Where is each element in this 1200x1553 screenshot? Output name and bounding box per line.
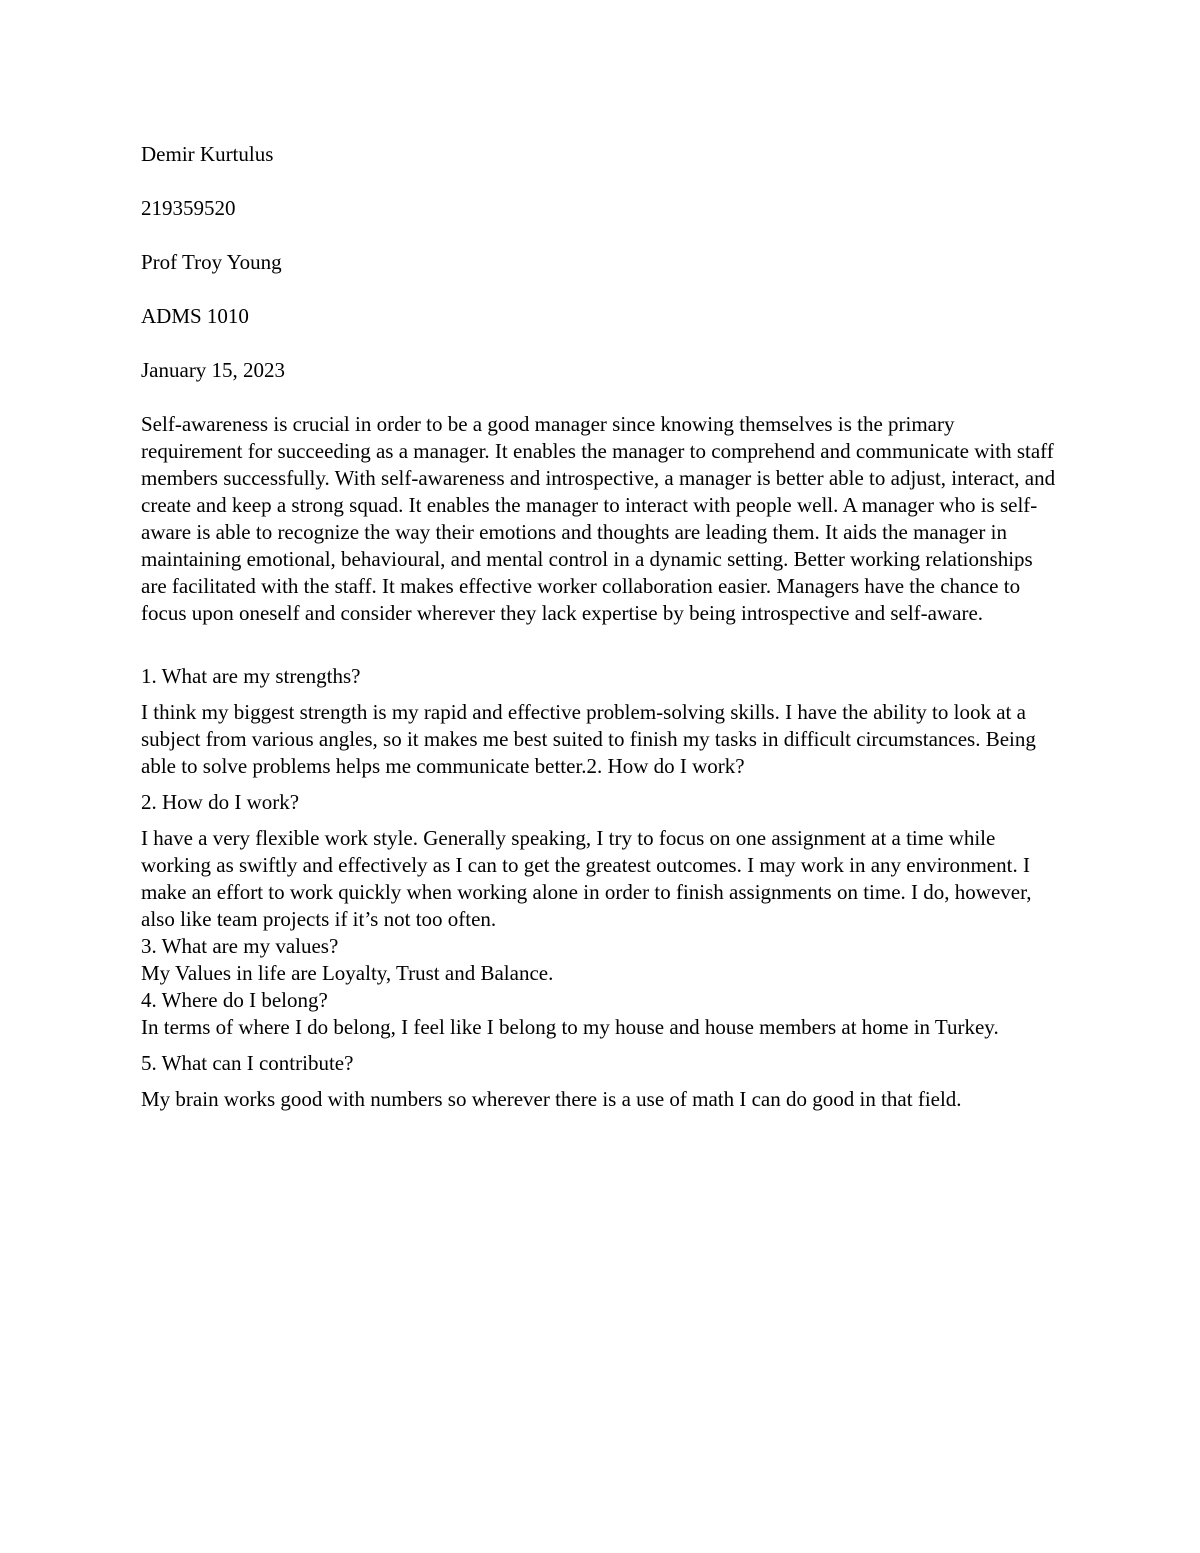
answer-2: I have a very flexible work style. Generally speaking, I try to focus on one assignment at a time while working as swiftly and effectively as I can to get the greatest outcomes. I may work in any environment. I make an effort to work quickly when working alone in order to finish assignments on time. I do, however, also like team projects if it’s not too often. — [141, 826, 1032, 931]
answer-4: In terms of where I do belong, I feel like I belong to my house and house members at home in Turkey. — [141, 1015, 999, 1039]
answer-1: I think my biggest strength is my rapid and effective problem-solving skills. I have the ability to look at a subject from various angles, so it makes me best suited to finish my tasks in difficult circumstances. Being able to solve problems helps me communicate better.2. How do I work? — [141, 700, 1036, 778]
author-name: Demir Kurtulus — [141, 142, 274, 166]
professor-name: Prof Troy Young — [141, 250, 282, 274]
document-body — [141, 141, 1061, 1113]
answer-3: My Values in life are Loyalty, Trust and Balance. — [141, 961, 554, 985]
intro-paragraph: Self-awareness is crucial in order to be a good manager since knowing themselves is the primary requirement for succeeding as a manager. It enables the manager to comprehend and communicate with staff members successfully. With self-awareness and introspective, a manager is better able to adjust, interact, and create and keep a strong squad. It enables the manager to interact with people well. A manager who is self-aware is able to recognize the way their emotions and thoughts are leading them. It aids the manager in maintaining emotional, behavioural, and mental control in a dynamic setting. Better working relationships are facilitated with the staff. It makes effective worker collaboration easier. Managers have the chance to focus upon oneself and consider wherever they lack expertise by being introspective and self-aware. — [141, 412, 1056, 625]
question-5: 5. What can I contribute? — [141, 1051, 354, 1075]
student-id: 219359520 — [141, 196, 236, 220]
answer-5: My brain works good with numbers so wherever there is a use of math I can do good in that field. — [141, 1087, 962, 1111]
question-3: 3. What are my values? — [141, 934, 339, 958]
question-1: 1. What are my strengths? — [141, 664, 361, 688]
document-date: January 15, 2023 — [141, 358, 286, 382]
question-4: 4. Where do I belong? — [141, 988, 328, 1012]
question-2: 2. How do I work? — [141, 790, 300, 814]
course-code: ADMS 1010 — [141, 304, 249, 328]
